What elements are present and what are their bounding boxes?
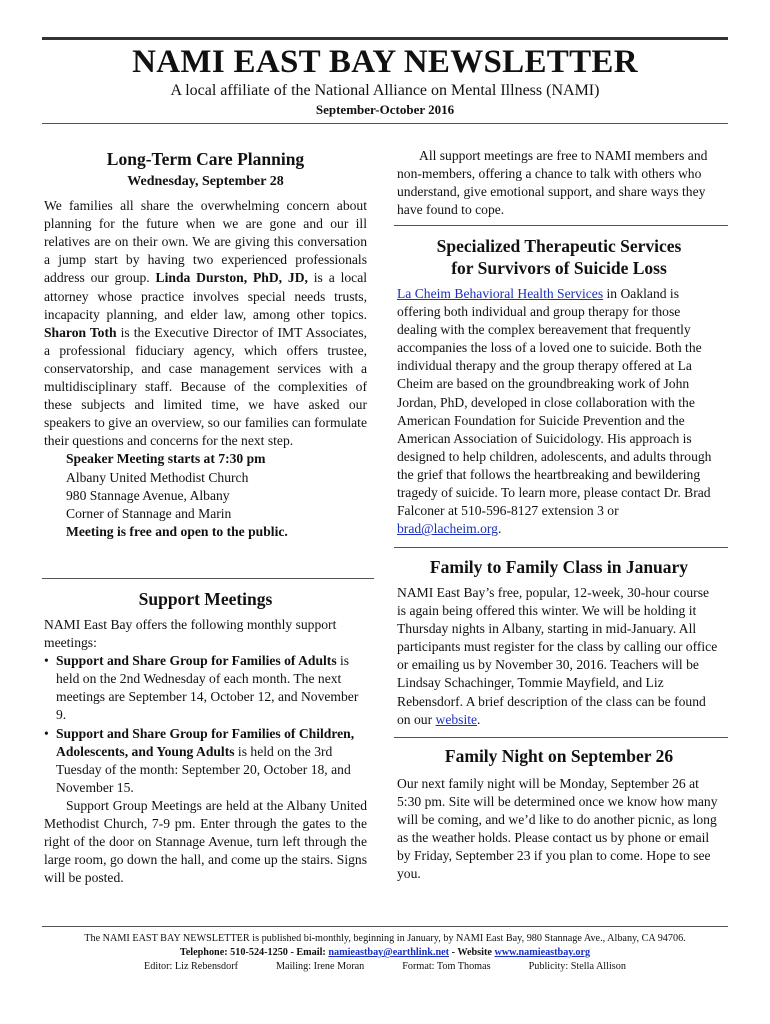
family-night-body: Our next family night will be Monday, September 26 at 5:30 pm. Site will be determined once we know how many will be coming, and we’d like to do another picnic, as long as the weather holds. Please contact us by phone or email by Friday, September 23 if you plan to come. Hope to see you. bbox=[397, 776, 718, 882]
suicide-heading-line-1: Specialized Therapeutic Services bbox=[436, 236, 682, 256]
location-line-2: 980 Stannage Avenue, Albany bbox=[66, 487, 230, 503]
right-divider-3 bbox=[394, 737, 728, 738]
footer-contact-line bbox=[0, 946, 770, 960]
website-link[interactable]: website bbox=[435, 711, 478, 727]
header-bottom-rule bbox=[42, 123, 728, 124]
suicide-text: in Oakland is offering both individual and group therapy for those dealing with the complex bereavement that frequently accompanies the loss of a loved one to suicide. Both the individual therapy and the group therapy offered at La Cheim are based on the groundbreaking work of John Jordan, PhD, developed in close collaboration with the American Foundation for Suicide Prevention and the American Association of Suicidology. His approach is designed to help children, adolescents, and adults through the grief that follows the heartbreaking and bewildering tragedy of suicide. To learn more, please contact Dr. Brad Falconer at 510-596-8127 extension 3 or bbox=[397, 286, 712, 519]
family-night-section bbox=[397, 745, 721, 884]
support-free-text: All support meetings are free to NAMI members and non-members, offering a chance to talk with others who understand, give emotional support, and share ways they have found to cope. bbox=[397, 148, 708, 218]
support-closing: Support Group Meetings are held at the Albany United Methodist Church, 7-9 pm. Enter through the gates to the right of the door on Stannage Avenue, turn left through the large room, go down the hall, and come up the stairs. Signs will be posted. bbox=[44, 797, 367, 886]
location-line-3: Corner of Stannage and Marin bbox=[66, 505, 232, 521]
credit-mailing: Mailing: Irene Moran bbox=[275, 961, 365, 972]
credit-publicity: Publicity: Stella Allison bbox=[528, 961, 626, 972]
ltc-text-3: is the Executive Director of IMT Associates, a professional fiduciary agency, which offers trustee, conservatorship, and case management services with a multidisciplinary staff. Because of the complexities of these subjects and limited time, we have asked our speakers to give an overview, so our families can formulate their questions and concerns for the next step. bbox=[44, 324, 367, 449]
footer-email-link[interactable]: namieastbay@earthlink.net bbox=[328, 947, 450, 958]
group-name-adults: Support and Share Group for Families of Adults bbox=[56, 653, 337, 669]
suicide-body bbox=[397, 285, 721, 538]
support-free-note bbox=[397, 147, 721, 219]
issue-date: September-October 2016 bbox=[315, 102, 455, 117]
suicide-section bbox=[397, 235, 721, 538]
left-divider bbox=[42, 578, 374, 579]
right-divider-2 bbox=[394, 547, 728, 548]
newsletter-title: NAMI EAST BAY NEWSLETTER bbox=[132, 44, 638, 80]
suicide-heading-line-2: for Survivors of Suicide Loss bbox=[451, 258, 667, 278]
support-heading: Support Meetings bbox=[138, 589, 273, 609]
ltc-section bbox=[44, 148, 367, 541]
list-item bbox=[44, 725, 367, 797]
family-night-heading: Family Night on September 26 bbox=[444, 746, 674, 766]
f2f-body bbox=[397, 584, 721, 729]
footer-website-link[interactable]: www.namieastbay.org bbox=[494, 947, 591, 958]
ltc-body bbox=[44, 197, 367, 450]
group-details-children: is held on the 3rd Tuesday of the month: September 20, October 18, and November 15. bbox=[56, 743, 351, 795]
ltc-date: Wednesday, September 28 bbox=[127, 174, 284, 189]
support-intro: NAMI East Bay offers the following monthly support meetings: bbox=[44, 617, 337, 651]
support-group-list bbox=[44, 652, 367, 797]
bullet-icon: • bbox=[44, 653, 49, 669]
group-details-adults: is held on the 2nd Wednesday of each month. The next meetings are September 14, October 12, and November 9. bbox=[56, 653, 359, 723]
ltc-text-1: We families all share the overwhelming concern about planning for the future when we are gone and our ill relatives are on their own. We are giving this conversation a jump start by having two experienced professionals address our group. bbox=[44, 198, 367, 286]
header-top-rule bbox=[42, 37, 728, 40]
footer-web-label: - Website bbox=[449, 947, 495, 958]
footer-publication-line: The NAMI EAST BAY NEWSLETTER is published bi-monthly, beginning in January, by NAMI East Bay, 980 Stannage Ave., Albany, CA 94706. bbox=[84, 933, 686, 944]
credit-format: Format: Tom Thomas bbox=[402, 961, 491, 972]
credit-editor: Editor: Liz Rebensdorf bbox=[144, 961, 238, 972]
speaker-name-1: Linda Durston, PhD, JD, bbox=[155, 270, 308, 286]
footer-credits bbox=[0, 960, 770, 974]
meeting-start: Speaker Meeting starts at 7:30 pm bbox=[66, 451, 266, 467]
footer-phone: Telephone: 510-524-1250 - Email: bbox=[179, 947, 329, 958]
ltc-heading: Long-Term Care Planning bbox=[106, 149, 305, 169]
f2f-end: . bbox=[477, 711, 481, 727]
f2f-section bbox=[397, 556, 721, 729]
meeting-free-note: Meeting is free and open to the public. bbox=[66, 523, 288, 539]
right-divider-1 bbox=[394, 225, 728, 226]
support-section bbox=[44, 588, 367, 887]
list-item bbox=[44, 652, 367, 724]
f2f-text: NAMI East Bay’s free, popular, 12-week, 30-hour course is again being offered this winter. We will be holding it Thursday nights in Albany, starting in mid-January. All participants must register for the class by calling our office or emailing us by November 30, 2016. Teachers will be Lindsay Schachinger, Tommie Mayfield, and Liz Rebensdorf. A brief description of the class can be found on our bbox=[397, 585, 718, 727]
footer-rule bbox=[42, 926, 728, 927]
la-cheim-link[interactable]: La Cheim Behavioral Health Services bbox=[397, 286, 604, 301]
suicide-end: . bbox=[497, 521, 502, 537]
email-link-brad[interactable]: brad@lacheim.org bbox=[397, 521, 498, 537]
location-line-1: Albany United Methodist Church bbox=[66, 469, 249, 485]
newsletter-subtitle: A local affiliate of the National Alliance on Mental Illness (NAMI) bbox=[170, 82, 600, 99]
f2f-heading: Family to Family Class in January bbox=[429, 557, 689, 577]
group-name-children: Support and Share Group for Families of Children, Adolescents, and Young Adults bbox=[56, 725, 355, 759]
speaker-name-2: Sharon Toth bbox=[44, 324, 117, 340]
ltc-text-2: is a local attorney whose practice involves special needs trusts, incapacity planning, and elder law, among other topics. bbox=[44, 270, 367, 322]
bullet-icon: • bbox=[44, 725, 49, 741]
